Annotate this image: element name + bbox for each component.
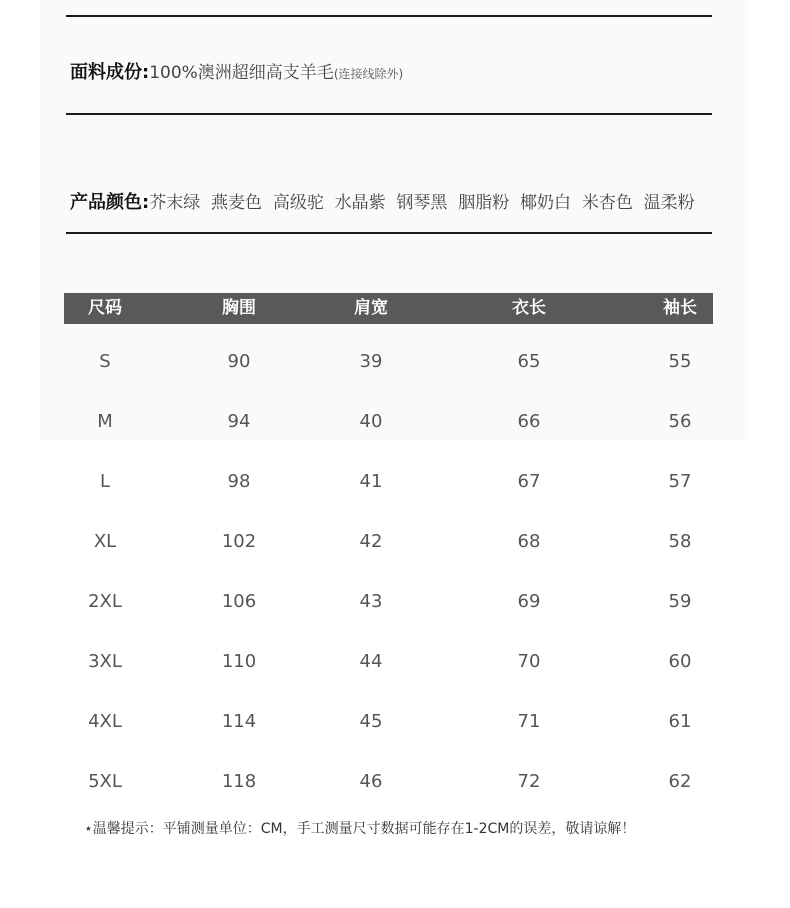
shoulder-cell: 40 bbox=[359, 411, 383, 432]
divider-fabric bbox=[66, 113, 712, 115]
header-size: 尺码 bbox=[88, 298, 122, 318]
fabric-line bbox=[70, 58, 403, 84]
chest-cell: 114 bbox=[221, 711, 257, 732]
header-chest: 胸围 bbox=[222, 298, 256, 318]
sleeve-cell: 61 bbox=[668, 711, 692, 732]
fabric-value: 100%澳洲超细高支羊毛 bbox=[149, 63, 334, 83]
table-row bbox=[64, 702, 713, 742]
table-row bbox=[64, 462, 713, 502]
length-cell: 65 bbox=[517, 351, 541, 372]
chest-cell: 102 bbox=[221, 531, 257, 552]
sleeve-cell: 60 bbox=[668, 651, 692, 672]
length-cell: 72 bbox=[517, 771, 541, 792]
divider-top bbox=[66, 15, 712, 17]
header-shoulder: 肩宽 bbox=[354, 298, 388, 318]
colors-label: 产品颜色: bbox=[70, 192, 150, 213]
shoulder-cell: 45 bbox=[359, 711, 383, 732]
header-length: 衣长 bbox=[512, 298, 546, 318]
fabric-note: (连接线除外) bbox=[333, 67, 404, 81]
colors-value: 芥末绿 燕麦色 高级驼 水晶紫 钢琴黑 胭脂粉 椰奶白 米杏色 温柔粉 bbox=[149, 193, 695, 213]
size-cell: L bbox=[99, 471, 111, 492]
length-cell: 70 bbox=[517, 651, 541, 672]
table-row bbox=[64, 642, 713, 682]
size-cell: 5XL bbox=[88, 771, 122, 792]
length-cell: 68 bbox=[517, 531, 541, 552]
table-row bbox=[64, 762, 713, 802]
sleeve-cell: 58 bbox=[668, 531, 692, 552]
size-cell: M bbox=[97, 411, 113, 432]
length-cell: 67 bbox=[517, 471, 541, 492]
shoulder-cell: 41 bbox=[359, 471, 383, 492]
table-row bbox=[64, 522, 713, 562]
table-row bbox=[64, 402, 713, 442]
shoulder-cell: 44 bbox=[359, 651, 383, 672]
header-sleeve: 袖长 bbox=[663, 298, 697, 318]
sleeve-cell: 59 bbox=[668, 591, 692, 612]
size-table-header bbox=[64, 293, 713, 324]
sleeve-cell: 62 bbox=[668, 771, 692, 792]
chest-cell: 90 bbox=[227, 351, 251, 372]
size-cell: 2XL bbox=[88, 591, 122, 612]
measurement-footnote: ⋆温馨提示：平铺测量单位：CM，手工测量尺寸数据可能存在1-2CM的误差，敬请谅解！ bbox=[84, 821, 636, 837]
divider-colors bbox=[66, 232, 712, 234]
shoulder-cell: 42 bbox=[359, 531, 383, 552]
fabric-label: 面料成份: bbox=[70, 62, 150, 83]
shoulder-cell: 43 bbox=[359, 591, 383, 612]
size-cell: 4XL bbox=[88, 711, 122, 732]
shoulder-cell: 46 bbox=[359, 771, 383, 792]
length-cell: 71 bbox=[517, 711, 541, 732]
sleeve-cell: 57 bbox=[668, 471, 692, 492]
sleeve-cell: 56 bbox=[668, 411, 692, 432]
size-cell: 3XL bbox=[88, 651, 122, 672]
chest-cell: 98 bbox=[227, 471, 251, 492]
chest-cell: 94 bbox=[227, 411, 251, 432]
length-cell: 69 bbox=[517, 591, 541, 612]
sleeve-cell: 55 bbox=[668, 351, 692, 372]
table-row bbox=[64, 342, 713, 382]
size-cell: XL bbox=[93, 531, 117, 552]
chest-cell: 106 bbox=[221, 591, 257, 612]
table-row bbox=[64, 582, 713, 622]
colors-line bbox=[70, 188, 695, 214]
length-cell: 66 bbox=[517, 411, 541, 432]
size-cell: S bbox=[99, 351, 111, 372]
chest-cell: 118 bbox=[221, 771, 257, 792]
shoulder-cell: 39 bbox=[359, 351, 383, 372]
chest-cell: 110 bbox=[221, 651, 257, 672]
